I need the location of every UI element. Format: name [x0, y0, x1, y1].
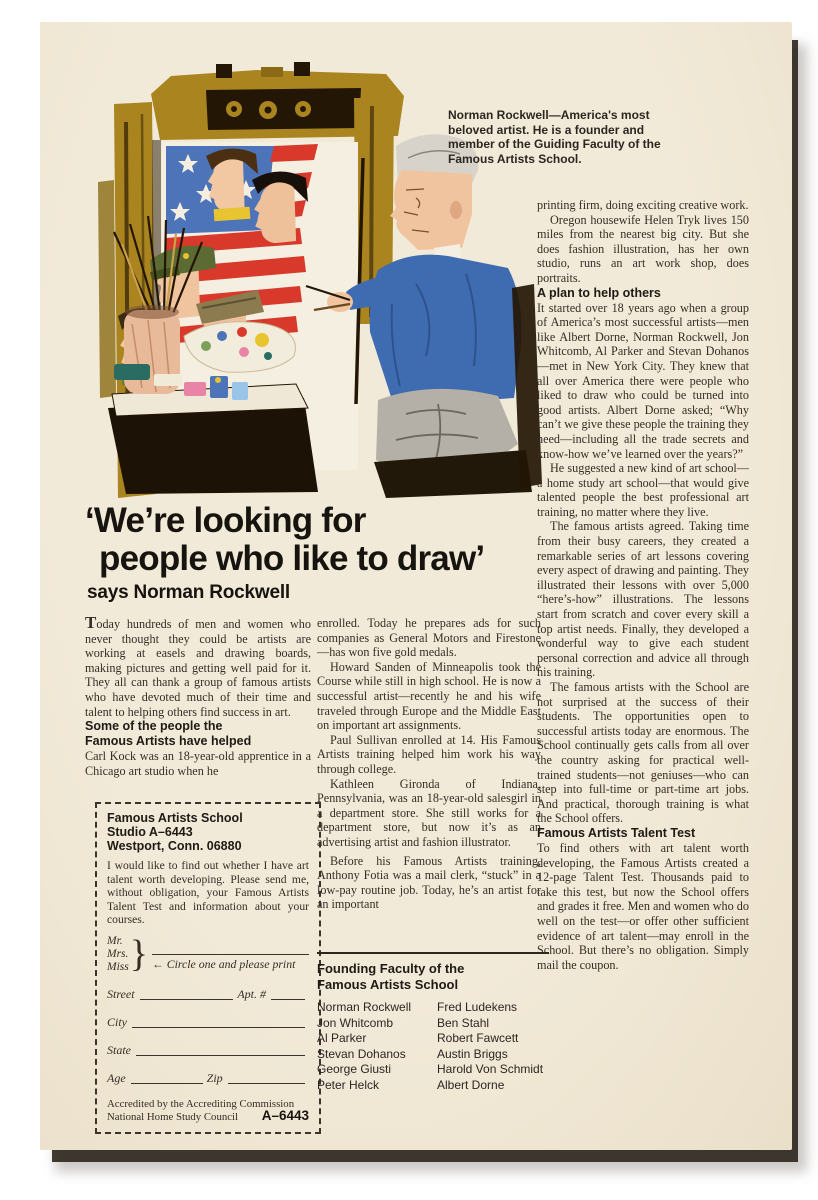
faculty-name: George Giusti [317, 1062, 392, 1076]
coupon-school-name: Famous Artists School [107, 811, 243, 825]
zip-label: Zip [206, 1070, 223, 1085]
left-subhead: Some of the people the Famous Artists have helped [85, 719, 252, 749]
salutation-miss: Miss [107, 960, 129, 973]
right-para-1: printing firm, doing exciting creative work. [537, 198, 749, 212]
accreditation [107, 1098, 309, 1124]
faculty-name: Stevan Dohanos [317, 1046, 406, 1061]
age-write-line [131, 1073, 203, 1084]
mid-para-2: Howard Sanden of Minneapolis took the Course while still in high school. He is now a successful artist—recently he and his wife traveled through Europe and the Middle East on important art assignments. [317, 659, 541, 733]
faculty-name: Fred Ludekens [437, 1000, 518, 1014]
accreditation-line1: Accredited by the Accrediting Commission [107, 1097, 295, 1110]
apt-write-line [271, 989, 305, 1000]
middle-column [317, 616, 541, 912]
headline [85, 502, 515, 578]
faculty-heading-line1: Founding Faculty of the [317, 961, 465, 976]
mid-para-3: Paul Sullivan enrolled at 14. His Famous Artists training helped him work his way through college. [317, 732, 541, 776]
salutation-mrs: Mrs. [107, 947, 129, 960]
coupon-address: Westport, Conn. 06880 [107, 839, 242, 853]
city-field [107, 1015, 309, 1030]
state-write-line [136, 1045, 305, 1056]
street-field [107, 987, 309, 1002]
right-para-7: To find others with art talent worth developing, the Famous Artists created a 12-page Talent Test. Thousands paid to take this test, but now the School offers and grades it free. Men and women who do well on the test—or offer other sufficient evidence of art talent—may enroll in the School. But there’s no obligation. Simply mail the coupon. [537, 840, 749, 972]
city-write-line [132, 1017, 305, 1028]
faculty-name: Austin Briggs [437, 1046, 508, 1061]
right-subhead-2: Famous Artists Talent Test [537, 825, 696, 840]
right-para-2: Oregon housewife Helen Tryk lives 150 miles from the nearest big city. But she does fashion illustration, has her own studio, runs an art work shop, does portraits. [537, 212, 749, 285]
coupon [95, 802, 321, 1134]
byline: says Norman Rockwell [87, 582, 290, 603]
right-para-6: The famous artists with the School are not surprised at the success of their students. The opportunities open to successful artists today are enormous. The School continually gets calls from all over the country asking for practical well-trained students—not geniuses—who can step into full-time or part-time art jobs. And practical, thorough training is what the School offers. [537, 680, 749, 826]
illustration-caption [448, 108, 668, 166]
coupon-studio: Studio A–6443 [107, 825, 193, 839]
faculty-name: Robert Fawcett [437, 1031, 519, 1045]
coupon-code: A–6443 [261, 1108, 309, 1124]
faculty-name: Harold Von Schmidt [437, 1062, 544, 1076]
faculty-name: Peter Helck [317, 1077, 380, 1092]
right-para-4: He suggested a new kind of art school—a home study art school—that would give talented people the best professional art training, no matter where they live. [537, 461, 749, 519]
name-write-line [152, 946, 309, 955]
age-zip-field [107, 1071, 309, 1086]
faculty-name: Albert Dorne [437, 1077, 505, 1092]
headline-line2: people who like to draw’ [99, 539, 485, 578]
left-para-2: Carl Kock was an 18-year-old apprentice in a Chicago art studio when he [85, 749, 311, 778]
left-para-1: Today hundreds of men and women who never thought they could be artists are working at easels and drawing boards, making pictures and getting well paid for it. They all can thank a group of famous artists who have devoted much of their time and talent to helping others find success in art. [85, 613, 311, 719]
mid-para-5: Before his Famous Artists training, Anthony Fotia was a mail clerk, “stuck” in a low-pay routine job. Today, he’s an artist for an important [317, 853, 541, 912]
mid-para-4: Kathleen Gironda of Indiana, Pennsylvania, was an 18-year-old salesgirl in a department store. She still works for a department store, but now it’s as an advertising artist and fashion illustrator. [317, 776, 541, 849]
headline-line1: ‘We’re looking for [85, 501, 366, 540]
accreditation-line2: National Home Study Council [107, 1111, 239, 1124]
circle-one-note: ← Circle one and please print [151, 957, 296, 972]
caption-text: —America's most beloved artist. He is a founder and member of the Guiding Faculty of the Famous Artists School. [448, 108, 661, 166]
coupon-body: I would like to find out whether I have art talent worth developing. Please send me, without obligation, your Famous Artists Talent Test and information about your courses. [107, 859, 309, 927]
city-label: City [107, 1014, 127, 1029]
salutation-row [107, 935, 309, 974]
faculty-name: Al Parker [317, 1031, 367, 1045]
right-para-5: The famous artists agreed. Taking time from their busy careers, they created a remarkable series of art lessons covering every aspect of drawing and painting. They illustrated their lessons with over 5,000 “here’s-how” illustrations. The lessons start from scratch and cover every skill a top artist needs. Finally, they developed a wonderful way to give each student personal correction and advice all through his training. [537, 519, 749, 680]
street-write-line [140, 989, 234, 1000]
street-label: Street [107, 986, 135, 1001]
left-column [85, 613, 311, 778]
age-label: Age [107, 1070, 126, 1085]
faculty-column-2 [437, 1000, 549, 1093]
faculty-column-1 [317, 1000, 429, 1093]
faculty-name: Norman Rockwell [317, 1000, 412, 1014]
right-subhead-1: A plan to help others [537, 285, 661, 300]
salutation-options [107, 935, 129, 974]
brace-glyph: } [129, 933, 148, 976]
founding-faculty [317, 952, 549, 1093]
salutation-mr: Mr. [107, 934, 123, 947]
state-label: State [107, 1042, 131, 1057]
faculty-name: Ben Stahl [437, 1015, 490, 1030]
state-field [107, 1043, 309, 1058]
mid-para-1: enrolled. Today he prepares ads for such companies as General Motors and Firestone—has won five gold medals. [317, 616, 541, 660]
faculty-heading-line2: Famous Artists School [317, 976, 459, 992]
faculty-name: Jon Whitcomb [317, 1015, 394, 1030]
magazine-back-cover [40, 22, 792, 1150]
apt-label: Apt. # [237, 986, 266, 1001]
right-para-3: It started over 18 years ago when a group of America’s most successful artists—men like Albert Dorne, Norman Rockwell, Jon Whitcomb, Al Parker and Stevan Dohanos—met in New York City. They knew that all over America there were people who liked to draw who could be turned into good artists. Albert Dorne asked; “Why can’t we give these people the training they need—including all the trade secrets and know-how we’ve learned over the years?” [537, 300, 749, 461]
zip-write-line [228, 1073, 305, 1084]
caption-name: Norman Rockwell [448, 108, 549, 122]
right-column [537, 198, 749, 972]
